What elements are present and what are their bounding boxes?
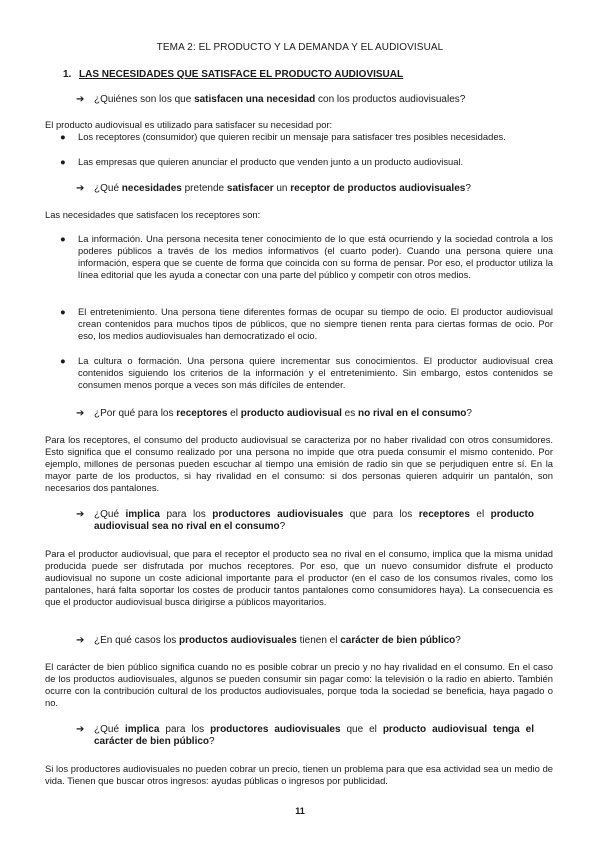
question-5: ➔ ¿En qué casos los productos audiovisuales tienen el carácter de bien público? [76, 635, 461, 646]
list-item: ● Las empresas que quieren anunciar el producto que venden junto a un producto audiovisual. [60, 156, 464, 167]
question-4: ➔ ¿Qué implica para los productores audiovisuales que para los receptores el producto audiovisual sea no rival en el consumo? [76, 509, 534, 532]
arrow-icon: ➔ [76, 408, 85, 419]
section-title [63, 69, 403, 80]
list-item: ● Los receptores (consumidor) que quieren recibir un mensaje para satisfacer tres posibles necesidades. [60, 131, 506, 142]
list-item: ● La cultura o formación. Una persona quiere incrementar sus conocimientos. El productor audiovisual crea contenidos siguiendo los criterios de la información y el entretenimiento. Sin embargo, estos contenidos se consumen menos porque a veces son más difíciles de entender. [60, 355, 553, 391]
list-item: ● La información. Una persona necesita tener conocimiento de lo que está ocurriendo y la sociedad controla a los poderes públicos a través de los medios informativos (el cuarto poder). Cuando una persona quiere una información, espera que se cuente de forma que coincida con su forma de pensar. Por eso, el productor utiliza la línea editorial que les ayuda a conectar con una parte del público y competir con otros medios. [60, 233, 553, 281]
question-1: ➔ ¿Quiénes son los que satisfacen una necesidad con los productos audiovisuales? [76, 94, 466, 105]
bullet-icon: ● [60, 131, 66, 142]
arrow-icon: ➔ [76, 724, 85, 735]
section-number: 1. [63, 69, 72, 80]
arrow-icon: ➔ [76, 509, 85, 520]
arrow-icon: ➔ [76, 635, 85, 646]
paragraph: Las necesidades que satisfacen los receptores son: [45, 209, 261, 220]
paragraph: Para el productor audiovisual, que para el receptor el producto sea no rival en el consumo, implica que la misma unidad producida puede ser disfrutada por muchos receptores. Por eso, que un nuevo consumidor disfrute el producto audiovisual no supone un coste adicional importante para el productor (en el caso de los consumos rivales, como los pantalones, hará falta soportar los costes de producir tantos pantalones como consumidores haya). La consecuencia es que el productor audiovisual busca dirigirse a públicos mayoritarios. [45, 548, 553, 608]
paragraph: El carácter de bien público significa cuando no es posible cobrar un precio y no hay rivalidad en el consumo. En el caso de los productos audiovisuales, algunos se pueden consumir sin pagar como: la televisión o la radio en abierto. También ocurre con la contribución cultural de los productos audiovisuales, porque toda la sociedad se beneficia, haya pagado o no. [45, 661, 553, 709]
arrow-icon: ➔ [76, 183, 85, 194]
bullet-icon: ● [60, 355, 66, 366]
section-title-text: LAS NECESIDADES QUE SATISFACE EL PRODUCTO AUDIOVISUAL [79, 69, 404, 80]
bullet-icon: ● [60, 306, 66, 317]
paragraph: El producto audiovisual es utilizado para satisfacer su necesidad por: [45, 119, 333, 130]
page-number: 11 [295, 806, 305, 816]
question-3: ➔ ¿Por qué para los receptores el producto audiovisual es no rival en el consumo? [76, 408, 472, 419]
question-6: ➔ ¿Qué implica para los productores audiovisuales que el producto audiovisual tenga el carácter de bien público? [76, 724, 535, 747]
page-header: TEMA 2: EL PRODUCTO Y LA DEMANDA Y EL AUDIOVISUAL [156, 42, 444, 53]
paragraph: Para los receptores, el consumo del producto audiovisual se caracteriza por no haber rivalidad con otros consumidores. Esto significa que el consumo realizado por una persona no impide que otra pueda consumir el mismo contenido. Por ejemplo, millones de personas pueden escuchar al tiempo una emisión de radio sin que se perjudiquen entre sí. En la mayor parte de los productos, si hay rivalidad en el consumo: si dos personas quieren adquirir un pantalón, son necesarios dos pantalones. [45, 434, 553, 494]
bullet-icon: ● [60, 233, 66, 244]
question-2: ➔ ¿Qué necesidades pretende satisfacer un receptor de productos audiovisuales? [76, 183, 471, 194]
arrow-icon: ➔ [76, 94, 85, 105]
list-item: ● El entretenimiento. Una persona tiene diferentes formas de ocupar su tiempo de ocio. El productor audiovisual crean contenidos para muchos tipos de públicos, que no siempre tienen renta para ciertas formas de ocio. Por eso, los medios audiovisuales han democratizado el ocio. [60, 306, 553, 342]
paragraph: Si los productores audiovisuales no pueden cobrar un precio, tienen un problema para que esa actividad sea un medio de vida. Tienen que buscar otros ingresos: ayudas públicas o ingresos por publicidad. [45, 763, 553, 787]
bullet-icon: ● [60, 156, 66, 167]
